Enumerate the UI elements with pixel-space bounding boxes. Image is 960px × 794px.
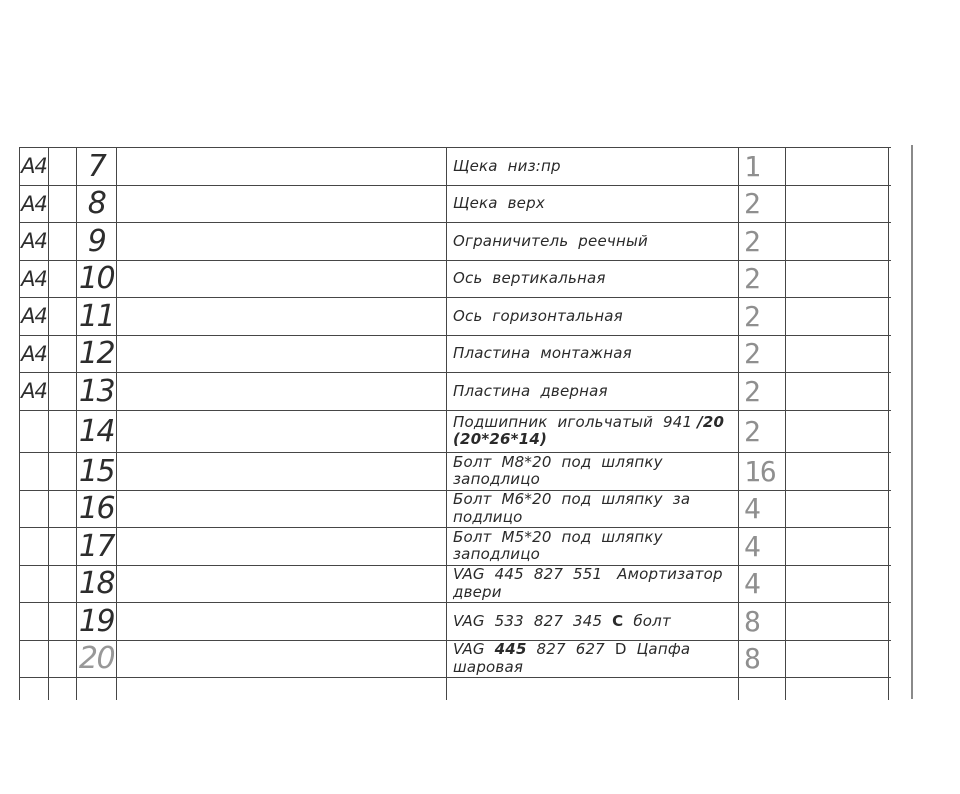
part-name-line: Ось горизонтальная	[453, 306, 623, 325]
position-cell: 10	[77, 261, 117, 298]
designation-cell	[117, 491, 447, 528]
quantity-cell: 2	[739, 186, 786, 223]
note-cell	[786, 261, 889, 298]
note-cell	[786, 411, 889, 453]
quantity-cell: 8	[739, 641, 786, 678]
designation-cell	[117, 411, 447, 453]
position-cell: 14	[77, 411, 117, 453]
part-name-cell	[447, 223, 739, 260]
format-cell: A4	[20, 223, 49, 260]
designation-cell	[117, 566, 447, 603]
part-name-line: Болт М5*20 под шляпку	[453, 528, 663, 546]
part-name-cell	[447, 336, 739, 373]
note-cell	[786, 336, 889, 373]
part-name-line: VAG 445 827 551 Амортизатор	[453, 565, 723, 584]
table-row	[20, 261, 891, 299]
position-cell: 17	[77, 528, 117, 565]
position-cell	[77, 678, 117, 700]
format-cell: A4	[20, 261, 49, 298]
zone-cell	[49, 186, 77, 223]
note-cell	[786, 528, 889, 565]
note-cell	[786, 298, 889, 335]
zone-cell	[49, 603, 77, 640]
zone-cell	[49, 453, 77, 490]
part-name-cell	[447, 261, 739, 298]
table-row	[20, 528, 891, 566]
designation-cell	[117, 453, 447, 490]
designation-cell	[117, 186, 447, 223]
format-cell	[20, 603, 49, 640]
format-cell	[20, 528, 49, 565]
part-name-cell	[447, 148, 739, 185]
format-cell: A4	[20, 298, 49, 335]
part-name-line: Болт М6*20 под шляпку за	[453, 490, 691, 509]
part-name-cell	[447, 603, 739, 640]
quantity-cell: 8	[739, 603, 786, 640]
part-name-line: VAG 445 827 627 D Цапфа	[453, 640, 691, 659]
part-name-cell	[447, 411, 739, 453]
part-name-cell	[447, 491, 739, 528]
table-row-partial	[20, 678, 891, 700]
part-name-line: заподлицо	[453, 470, 541, 489]
table-row	[20, 491, 891, 529]
designation-cell	[117, 603, 447, 640]
zone-cell	[49, 336, 77, 373]
position-cell: 11	[77, 298, 117, 335]
format-cell: A4	[20, 148, 49, 185]
position-cell: 19	[77, 603, 117, 640]
note-cell	[786, 373, 889, 410]
designation-cell	[117, 298, 447, 335]
zone-cell	[49, 566, 77, 603]
designation-cell	[117, 528, 447, 565]
quantity-cell: 2	[739, 261, 786, 298]
note-cell	[786, 223, 889, 260]
part-name-cell	[447, 373, 739, 410]
part-name-line: Подшипник игольчатый 941 /20	[453, 412, 725, 431]
designation-cell	[117, 336, 447, 373]
designation-cell	[117, 223, 447, 260]
zone-cell	[49, 491, 77, 528]
table-row	[20, 336, 891, 374]
zone-cell	[49, 373, 77, 410]
format-cell	[20, 678, 49, 700]
zone-cell	[49, 223, 77, 260]
designation-cell	[117, 678, 447, 700]
part-name-line: заподлицо	[453, 545, 541, 564]
note-cell	[786, 491, 889, 528]
table-row	[20, 223, 891, 261]
designation-cell	[117, 148, 447, 185]
note-cell	[786, 186, 889, 223]
zone-cell	[49, 298, 77, 335]
format-cell: A4	[20, 373, 49, 410]
quantity-cell: 2	[739, 223, 786, 260]
quantity-cell: 1	[739, 148, 786, 185]
format-cell	[20, 641, 49, 678]
part-name-cell	[447, 678, 739, 700]
table-row	[20, 148, 891, 186]
part-name-line: Ось вертикальная	[453, 269, 606, 287]
quantity-cell	[739, 678, 786, 700]
part-name-line: Щека верх	[453, 194, 545, 212]
quantity-cell: 4	[739, 491, 786, 528]
quantity-cell: 2	[739, 373, 786, 410]
position-cell: 16	[77, 491, 117, 528]
position-cell: 12	[77, 336, 117, 373]
part-name-line: Болт М8*20 под шляпку	[453, 453, 663, 471]
part-name-line: Ограничитель реечный	[453, 231, 648, 250]
quantity-cell: 4	[739, 528, 786, 565]
format-cell	[20, 491, 49, 528]
table-row	[20, 373, 891, 411]
format-cell	[20, 453, 49, 490]
quantity-cell: 2	[739, 298, 786, 335]
position-cell: 13	[77, 373, 117, 410]
part-name-cell	[447, 453, 739, 490]
part-name-line: Пластина дверная	[453, 381, 608, 400]
zone-cell	[49, 678, 77, 700]
table-row	[20, 566, 891, 604]
position-cell: 8	[77, 186, 117, 223]
note-cell	[786, 566, 889, 603]
part-name-line: (20*26*14)	[453, 430, 548, 449]
position-cell: 20	[77, 641, 117, 678]
quantity-cell: 4	[739, 566, 786, 603]
specification-table	[19, 147, 891, 700]
part-name-line: VAG 533 827 345 C болт	[453, 611, 671, 630]
note-cell	[786, 641, 889, 678]
part-name-cell	[447, 566, 739, 603]
table-row	[20, 411, 891, 454]
part-name-line: Пластина монтажная	[453, 344, 632, 362]
table-row	[20, 641, 891, 679]
table-row	[20, 298, 891, 336]
format-cell: A4	[20, 336, 49, 373]
zone-cell	[49, 528, 77, 565]
part-name-line: Щека низ:пр	[453, 156, 561, 175]
part-name-line: двери	[453, 582, 502, 601]
position-cell: 15	[77, 453, 117, 490]
note-cell	[786, 603, 889, 640]
zone-cell	[49, 148, 77, 185]
zone-cell	[49, 411, 77, 453]
designation-cell	[117, 373, 447, 410]
part-name-cell	[447, 641, 739, 678]
quantity-cell: 16	[739, 453, 786, 490]
zone-cell	[49, 641, 77, 678]
designation-cell	[117, 261, 447, 298]
zone-cell	[49, 261, 77, 298]
designation-cell	[117, 641, 447, 678]
format-cell	[20, 411, 49, 453]
table-row	[20, 603, 891, 641]
part-name-cell	[447, 186, 739, 223]
note-cell	[786, 678, 889, 700]
quantity-cell: 2	[739, 411, 786, 453]
note-cell	[786, 148, 889, 185]
part-name-line: шаровая	[453, 657, 524, 676]
format-cell: A4	[20, 186, 49, 223]
part-name-cell	[447, 298, 739, 335]
format-cell	[20, 566, 49, 603]
part-name-line: подлицо	[453, 507, 523, 526]
table-row	[20, 186, 891, 224]
quantity-cell: 2	[739, 336, 786, 373]
table-row	[20, 453, 891, 491]
position-cell: 9	[77, 223, 117, 260]
note-cell	[786, 453, 889, 490]
position-cell: 7	[77, 148, 117, 185]
sheet-frame-line	[911, 145, 913, 699]
position-cell: 18	[77, 566, 117, 603]
part-name-cell	[447, 528, 739, 565]
